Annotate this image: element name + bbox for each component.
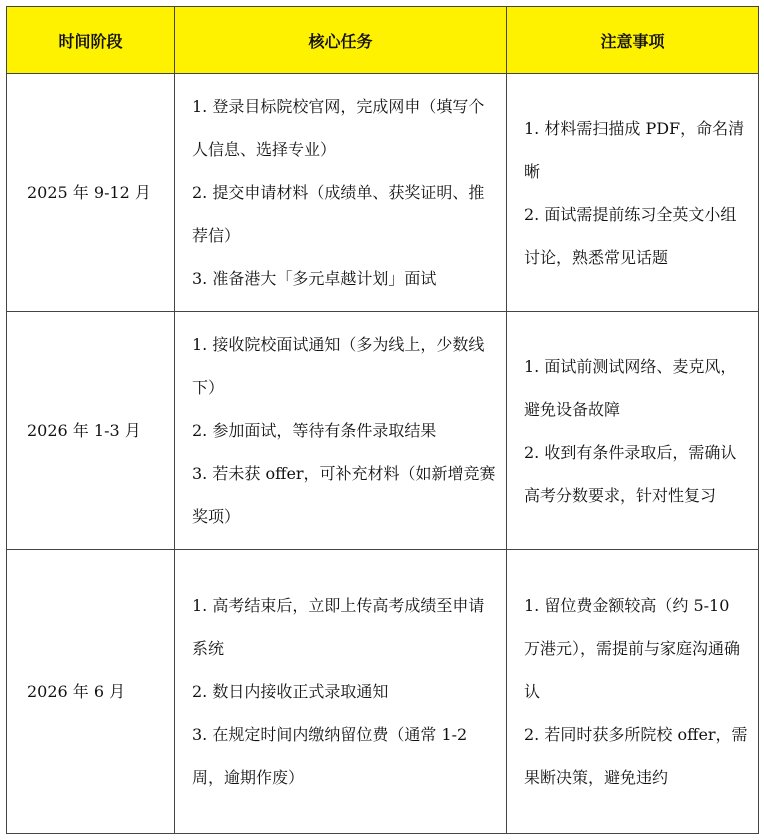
time-cell: 2026 年 6 月 <box>7 550 175 834</box>
task-item: 1. 接收院校面试通知（多为线上，少数线下） <box>192 335 485 397</box>
task-cell <box>175 550 507 834</box>
table-row <box>7 312 759 550</box>
timeline-table <box>6 6 759 834</box>
note-item: 1. 面试前测试网络、麦克风，避免设备故障 <box>524 356 737 419</box>
task-item: 2. 数日内接收正式录取通知 <box>192 682 389 701</box>
table-row <box>7 74 759 312</box>
note-item: 1. 留位费金额较高（约 5-10 万港元），需提前与家庭沟通确认 <box>524 596 741 701</box>
note-cell <box>507 550 759 834</box>
header-task: 核心任务 <box>175 7 507 74</box>
task-item: 2. 提交申请材料（成绩单、获奖证明、推荐信） <box>192 183 485 245</box>
task-item: 3. 若未获 offer，可补充材料（如新增竞赛奖项） <box>192 464 496 526</box>
header-row <box>7 7 759 74</box>
task-item: 1. 登录目标院校官网，完成网申（填写个人信息、选择专业） <box>192 97 485 159</box>
note-item: 2. 若同时获多所院校 offer，需果断决策，避免违约 <box>524 725 748 787</box>
note-item: 1. 材料需扫描成 PDF，命名清晰 <box>524 118 745 181</box>
task-item: 3. 在规定时间内缴纳留位费（通常 1-2 周，逾期作废） <box>192 725 468 787</box>
header-time: 时间阶段 <box>7 7 175 74</box>
table-row <box>7 550 759 834</box>
task-cell <box>175 74 507 312</box>
task-cell <box>175 312 507 550</box>
task-item: 1. 高考结束后，立即上传高考成绩至申请系统 <box>192 596 485 658</box>
time-cell: 2026 年 1-3 月 <box>7 312 175 550</box>
time-cell: 2025 年 9-12 月 <box>7 74 175 312</box>
note-item: 2. 面试需提前练习全英文小组讨论，熟悉常见话题 <box>524 204 737 267</box>
note-cell <box>507 312 759 550</box>
task-item: 2. 参加面试，等待有条件录取结果 <box>192 421 437 440</box>
note-cell <box>507 74 759 312</box>
task-item: 3. 准备港大「多元卓越计划」面试 <box>192 269 437 288</box>
note-item: 2. 收到有条件录取后，需确认高考分数要求，针对性复习 <box>524 442 737 505</box>
header-note: 注意事项 <box>507 7 759 74</box>
